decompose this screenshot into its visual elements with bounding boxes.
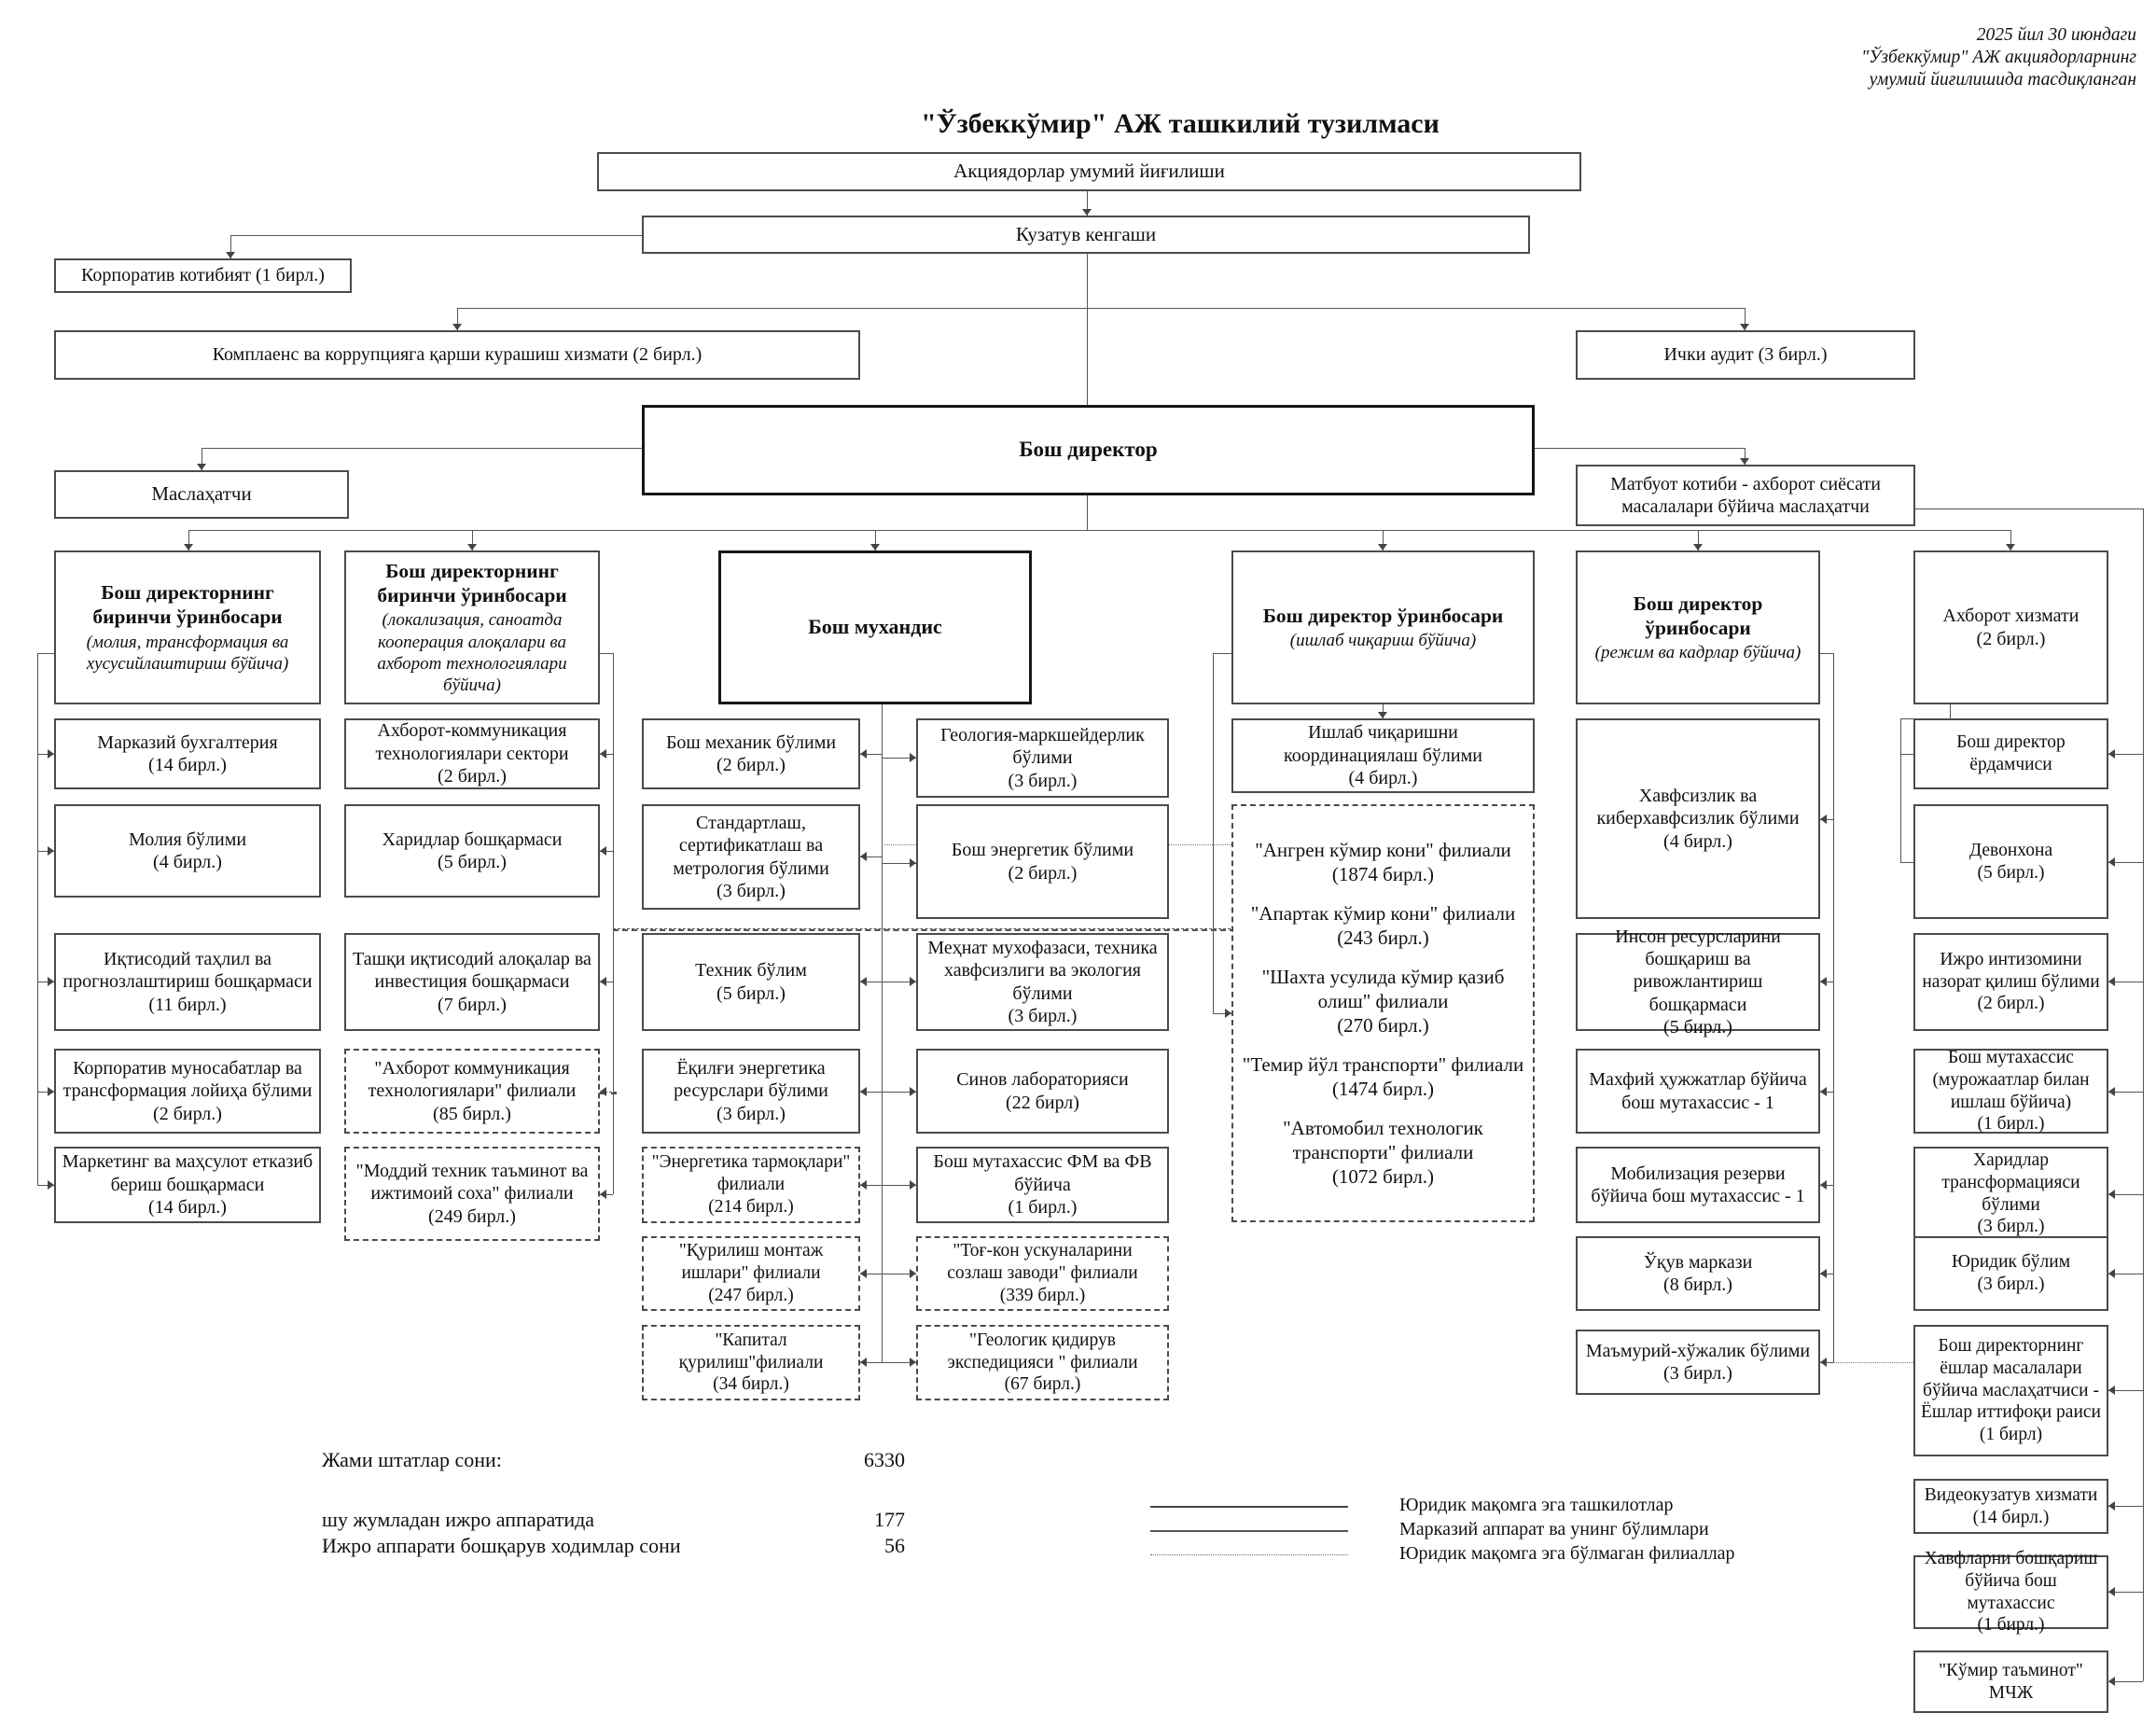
connector-line [2143, 508, 2144, 1681]
header-subtitle: (локализация, саноатда кооперация алоқалари ва ахборот технологиялари бўйича) [377, 610, 567, 695]
box-count: (2 бирл.) [716, 755, 786, 775]
connector-line [1820, 653, 1833, 654]
arrowhead-icon [2108, 749, 2115, 759]
arrowhead-icon [1740, 458, 1749, 465]
box-label: Мобилизация резерви бўйича бош мутахассис - 1 [1591, 1163, 1805, 1206]
box-count: (5 бирл.) [438, 852, 507, 872]
connector-line [1900, 754, 1913, 755]
box-count: (4 бирл.) [153, 852, 222, 872]
header-title: Бош мухандис [808, 615, 942, 639]
box-supervisory-board [642, 216, 1530, 254]
box-general-director [642, 405, 1535, 495]
approval-note [1726, 24, 2136, 91]
item-label: "Шахта усулида кўмир қазиб олиш" филиали [1261, 965, 1505, 1012]
arrowhead-icon [2108, 1190, 2115, 1199]
box-count: (3 бирл.) [1663, 1363, 1732, 1384]
box-label: Синов лабораторияси [956, 1069, 1129, 1091]
box-count: (1 бирл) [1979, 1425, 2043, 1445]
box-count: (14 бирл.) [148, 1197, 227, 1219]
arrowhead-icon [1082, 209, 1092, 216]
arrowhead-icon [48, 977, 54, 986]
legend-line-dotted [1150, 1554, 1348, 1555]
arrowhead-icon [1740, 324, 1749, 330]
legend-label-central-apparatus: Марказий аппарат ва унинг бўлимлари [1399, 1519, 1709, 1539]
item-label: "Ангрен кўмир кони" филиали [1255, 838, 1511, 861]
box-label: Бош энергетик бўлими [951, 840, 1134, 861]
box-count: (4 бирл.) [1663, 830, 1732, 852]
box-count: (2 бирл.) [153, 1103, 222, 1124]
box-label: Молия бўлими [128, 829, 247, 850]
connector-line [188, 530, 2011, 531]
box-label: Инсон ресурсларини бошқариш ва ривожлантириш бошқармаси [1615, 926, 1781, 1015]
arrowhead-icon [184, 544, 193, 550]
connector-line [1535, 448, 1745, 449]
box-count: (2 бирл.) [438, 766, 507, 787]
box-compliance-anticorruption [54, 330, 860, 380]
box-count: (2 бирл.) [1977, 994, 2045, 1014]
arrowhead-icon [2108, 1587, 2115, 1596]
connector-line [1915, 508, 2143, 509]
item-underground-mining-branch [1239, 965, 1527, 1038]
arrowhead-icon [860, 1180, 867, 1190]
arrowhead-icon [48, 1180, 54, 1190]
box-label: Ташқи иқтисодий алоқалар ва инвестиция бошқармаси [353, 948, 591, 993]
summary-executive-value: 177 [874, 1508, 905, 1531]
box-label: Хавфларни бошқариш бўйича бош мутахассис [1924, 1548, 2098, 1613]
box-label: Девонхона [1968, 840, 2053, 860]
box-label: "Геологик қидирув экспедицияси " филиали [947, 1330, 1138, 1372]
legend-line-solid [1150, 1530, 1348, 1532]
legend-line-solid-thick [1150, 1506, 1348, 1508]
box-hr-development [1576, 926, 1820, 1038]
box-label: Техник бўлим [695, 960, 807, 982]
arrowhead-icon [600, 1190, 606, 1199]
box-risk-management-specialist [1913, 1548, 2108, 1636]
box-video-surveillance [1913, 1479, 2108, 1534]
arrowhead-icon [860, 1269, 867, 1278]
arrowhead-icon [600, 1087, 606, 1096]
box-count: (1 бирл.) [1977, 1615, 2045, 1636]
box-appeals-specialist [1913, 1049, 2108, 1134]
header-title: Бош директорнинг биринчи ўринбосари [92, 581, 283, 629]
box-energy-networks-branch [642, 1147, 860, 1223]
box-label: Харидлар трансформацияси бўлими [1941, 1149, 2080, 1215]
box-label: Ишлаб чиқаришни координациялаш бўлими [1284, 722, 1482, 766]
header-information-service [1913, 550, 2108, 704]
box-chief-mechanic [642, 718, 860, 789]
header-deputy-regime-personnel [1576, 550, 1820, 704]
arrowhead-icon [1378, 712, 1387, 718]
box-count: (4 бирл.) [1348, 768, 1418, 789]
header-first-deputy-finance [54, 550, 321, 704]
header-title: Бош директорнинг биринчи ўринбосари [377, 559, 567, 607]
box-standardization-metrology [642, 804, 860, 910]
connector-line [37, 653, 38, 1185]
arrowhead-icon [910, 1358, 916, 1367]
arrowhead-icon [910, 977, 916, 986]
arrowhead-icon [2108, 1677, 2115, 1686]
box-label: Корпоратив котибият (1 бирл.) [81, 265, 325, 286]
box-label: Ахборот-коммуникация технологиялари сектори [375, 720, 569, 764]
box-count: (339 бирл.) [999, 1285, 1086, 1305]
header-title: Бош директор ўринбосари [1262, 604, 1504, 627]
box-ict-sector [344, 718, 600, 789]
box-execution-discipline-control [1913, 933, 2108, 1031]
arrowhead-icon [2108, 857, 2115, 867]
box-mobilization-reserve-specialist [1576, 1147, 1820, 1223]
box-capital-construction-branch [642, 1325, 860, 1400]
box-count: (22 бирл) [1006, 1092, 1079, 1113]
box-chief-specialist-fm-fv [916, 1147, 1169, 1223]
connector-line [600, 653, 613, 654]
box-chancellery [1913, 804, 2108, 919]
box-count: (247 бирл.) [708, 1285, 794, 1305]
box-label: Кузатув кенгаши [1015, 222, 1157, 245]
arrowhead-icon [1378, 544, 1387, 550]
summary-management-label: Ижро аппарати бошқарув ходимлар сони [322, 1534, 681, 1557]
box-count: (3 бирл.) [1977, 1274, 2045, 1294]
arrowhead-icon [600, 749, 606, 759]
box-label: Бош механик бўлими [665, 731, 837, 753]
legend-label-legal-entities: Юридик мақомга эга ташкилотлар [1399, 1495, 1674, 1515]
box-legal-department [1913, 1236, 2108, 1311]
arrowhead-icon [2108, 1386, 2115, 1395]
box-count: (1 бирл.) [1008, 1197, 1078, 1219]
arrowhead-icon [467, 544, 477, 550]
box-labor-safety-ecology [916, 933, 1169, 1031]
header-first-deputy-localization-it [344, 550, 600, 704]
box-label: Корпоратив муносабатлар ва трансформация лойиҳа бўлими [63, 1057, 313, 1102]
arrowhead-icon [600, 977, 606, 986]
box-label: Ўқув маркази [1643, 1251, 1753, 1273]
box-count: (2 бирл.) [1008, 862, 1078, 884]
box-count: (5 бирл.) [1663, 1017, 1732, 1038]
arrowhead-icon [860, 977, 867, 986]
item-label: "Апартак кўмир кони" филиали [1250, 901, 1516, 925]
box-label: Меҳнат мухофазаси, техника хавфсизлиги ва экология бўлими [927, 937, 1158, 1004]
approval-note-line: умумий йиғилишида тасдиқланган [1869, 70, 2136, 90]
item-railway-transport-branch [1243, 1052, 1523, 1102]
box-advisor [54, 470, 349, 519]
box-kumir-taminot-llc [1913, 1650, 2108, 1713]
box-marketing-product-delivery [54, 1147, 321, 1223]
arrowhead-icon [600, 846, 606, 856]
arrowhead-icon [910, 1269, 916, 1278]
box-corporate-relations-transformation [54, 1049, 321, 1134]
box-geology-surveying [916, 718, 1169, 798]
box-label: Харидлар бошқармаси [382, 829, 563, 850]
box-label: "Тоғ-кон ускуналарини созлаш заводи" филиали [947, 1241, 1138, 1284]
connector-line [1833, 1362, 1913, 1363]
box-finance-department [54, 804, 321, 898]
box-confidential-documents-specialist [1576, 1049, 1820, 1134]
arrowhead-icon [1820, 1269, 1827, 1278]
item-count: (1474 бирл.) [1331, 1078, 1435, 1100]
box-label: Махфий ҳужжатлар бўйича бош мутахассис - 1 [1589, 1069, 1807, 1113]
arrowhead-icon [2108, 1087, 2115, 1096]
box-label: Иқтисодий таҳлил ва прогнозлаштириш бошқармаси [63, 948, 313, 993]
arrowhead-icon [48, 749, 54, 759]
box-administrative-economic [1576, 1330, 1820, 1395]
arrowhead-icon [1820, 977, 1827, 986]
box-ict-branch [344, 1049, 600, 1134]
box-label: Геология-маркшейдерлик бўлими [940, 724, 1145, 769]
item-count: (270 бирл.) [1337, 1014, 1429, 1037]
connector-line [1087, 495, 1088, 530]
box-count: (7 бирл.) [438, 994, 507, 1015]
box-construction-installation-branch [642, 1236, 860, 1311]
box-label: Матбуот котиби - ахборот сиёсати масалалари бўйича маслаҳатчи [1610, 473, 1881, 517]
item-auto-technological-transport-branch [1239, 1116, 1527, 1190]
summary-management-value: 56 [884, 1534, 905, 1557]
header-title: Бош директор ўринбосари [1633, 592, 1763, 639]
connector-line [1900, 718, 1901, 862]
box-label: Видеокузатув хизмати [1924, 1484, 2098, 1505]
connector-line [1213, 653, 1231, 654]
box-press-secretary [1576, 465, 1915, 526]
box-label: Бош мутахассис (мурожаатлар билан ишлаш бўйича) [1932, 1047, 2090, 1112]
box-count: (249 бирл.) [428, 1205, 516, 1227]
box-internal-audit [1576, 330, 1915, 380]
box-training-center [1576, 1236, 1820, 1311]
arrowhead-icon [1820, 1180, 1827, 1190]
box-chief-power-engineer [916, 804, 1169, 919]
box-count: (3 бирл.) [716, 1103, 786, 1124]
box-corporate-secretary [54, 258, 352, 293]
box-count: (5 бирл.) [1977, 862, 2045, 883]
header-deputy-production [1231, 550, 1535, 704]
box-count: (67 бирл.) [1004, 1374, 1081, 1395]
box-label: "Энергетика тармоқлари" филиали [651, 1152, 851, 1195]
arrowhead-icon [452, 324, 462, 330]
arrowhead-icon [2006, 544, 2015, 550]
item-angren-coal-mine-branch [1255, 838, 1511, 887]
arrowhead-icon [2108, 1269, 2115, 1278]
box-label: Бош директор ёрдамчиси [1956, 732, 2066, 774]
connector-line [1833, 653, 1834, 1362]
arrowhead-icon [860, 1358, 867, 1367]
box-director-assistant [1913, 718, 2108, 789]
box-label: Юридик бўлим [1951, 1252, 2071, 1273]
box-mining-equipment-plant-branch [916, 1236, 1169, 1311]
box-central-accounting [54, 718, 321, 789]
connector-line [457, 308, 1745, 309]
box-procurement-department [344, 804, 600, 898]
box-label: Бош мутахассис ФМ ва ФВ бўйича [933, 1151, 1152, 1195]
box-label: Маъмурий-хўжалик бўлими [1585, 1340, 1811, 1361]
box-fuel-energy-resources [642, 1049, 860, 1134]
box-label: "Қурилиш монтаж ишлари" филиали [678, 1241, 824, 1284]
box-count: (3 бирл.) [716, 880, 786, 901]
box-label: Ёқилғи энергетика ресурслари бўлими [674, 1057, 828, 1102]
arrowhead-icon [2108, 977, 2115, 986]
box-geological-exploration-branch [916, 1325, 1169, 1400]
header-subtitle: (режим ва кадрлар бўйича) [1594, 643, 1801, 663]
box-label: Ижро интизомини назорат қилиш бўлими [1922, 949, 2100, 992]
arrowhead-icon [870, 544, 880, 550]
arrowhead-icon [1820, 1358, 1827, 1367]
box-count: (3 бирл.) [1008, 770, 1078, 791]
summary-executive-label: шу жумладан ижро аппаратида [322, 1508, 595, 1531]
arrowhead-icon [1820, 1087, 1827, 1096]
box-shareholders-meeting [597, 152, 1581, 191]
summary-total-label: Жами штатлар сони: [322, 1448, 502, 1471]
box-label: Акциядорлар умумий йиғилиши [953, 160, 1225, 183]
connector-line [1950, 704, 1951, 718]
box-logistics-social-branch [344, 1147, 600, 1241]
arrowhead-icon [910, 1087, 916, 1096]
box-count: (3 бирл.) [1977, 1217, 2045, 1237]
box-label: Бош директор [1019, 438, 1158, 462]
connector-line [202, 448, 642, 449]
box-label: "Капитал қурилиш"филиали [678, 1330, 824, 1372]
connector-line [882, 704, 883, 1362]
box-count: (11 бирл.) [148, 994, 227, 1015]
page-title: "Ўзбеккўмир" АЖ ташкилий тузилмаси [921, 108, 1440, 139]
box-count: (214 бирл.) [708, 1196, 794, 1217]
item-label: "Темир йўл транспорти" филиали [1242, 1052, 1524, 1076]
connector-line [1087, 254, 1088, 405]
box-youth-advisor [1913, 1325, 2108, 1456]
arrowhead-icon [48, 846, 54, 856]
arrowhead-icon [860, 749, 867, 759]
box-label: Ички аудит (3 бирл.) [1663, 344, 1828, 366]
header-subtitle: (молия, трансформация ва хусусийлаштириш бўйича) [86, 632, 289, 674]
box-economic-analysis-forecasting [54, 933, 321, 1031]
item-count: (1874 бирл.) [1331, 862, 1435, 885]
box-label: Марказий бухгалтерия [97, 731, 278, 753]
arrowhead-icon [860, 1087, 867, 1096]
box-security-cybersecurity [1576, 718, 1820, 919]
box-technical-department [642, 933, 860, 1031]
summary-total-value: 6330 [864, 1448, 905, 1471]
box-label: Маслаҳатчи [151, 482, 252, 506]
box-production-coordination [1231, 718, 1535, 793]
connector-line [230, 235, 642, 236]
box-count: (34 бирл.) [713, 1374, 789, 1395]
header-title: Ахборот хизмати [1942, 606, 2079, 627]
box-count: (85 бирл.) [433, 1103, 511, 1124]
arrowhead-icon [226, 252, 235, 258]
arrowhead-icon [910, 1180, 916, 1190]
approval-note-line: 2025 йил 30 июндаги [1976, 25, 2136, 45]
box-label: "Моддий техник таъминот ва ижтимоий соха" филиали [355, 1160, 589, 1205]
arrowhead-icon [48, 1087, 54, 1096]
box-label: Маркетинг ва маҳсулот етказиб бериш бошқармаси [62, 1151, 313, 1195]
box-label: Стандартлаш, сертификатлаш ва метрология бўлими [673, 812, 829, 879]
arrowhead-icon [1693, 544, 1703, 550]
box-count: (1 бирл.) [1977, 1114, 2045, 1135]
arrowhead-icon [2108, 1501, 2115, 1511]
item-count: (1072 бирл.) [1331, 1165, 1435, 1189]
connector-line [1213, 653, 1214, 1013]
box-testing-laboratory [916, 1049, 1169, 1134]
arrowhead-icon [910, 858, 916, 868]
item-apartak-coal-mine-branch [1251, 901, 1515, 951]
box-label: Бош директорнинг ёшлар масалалари бўйича маслаҳатчиси - Ёшлар иттифоқи раиси [1921, 1336, 2101, 1423]
header-chief-engineer [718, 550, 1032, 704]
legend-label-non-legal-branches: Юридик мақомга эга бўлмаган филиаллар [1399, 1543, 1735, 1564]
box-count: (5 бирл.) [716, 982, 786, 1004]
arrowhead-icon [860, 852, 867, 861]
box-count: (3 бирл.) [1008, 1005, 1078, 1026]
header-count: (2 бирл.) [1976, 628, 2046, 649]
box-label: Комплаенс ва коррупцияга қарши курашиш хизмати (2 бирл.) [212, 344, 702, 366]
arrowhead-icon [1820, 815, 1827, 824]
group-production-branches [1231, 804, 1535, 1222]
connector-line [613, 653, 614, 1194]
box-label: "Ахборот коммуникация технологиялари" филиали [368, 1057, 577, 1102]
connector-line [37, 653, 54, 654]
box-procurement-transformation [1913, 1147, 2108, 1241]
approval-note-line: "Ўзбеккўмир" АЖ акциядорларнинг [1861, 48, 2136, 67]
item-label: "Автомобил технологик транспорти" филиали [1283, 1116, 1483, 1163]
box-foreign-economic-investment [344, 933, 600, 1031]
box-count: (14 бирл.) [1972, 1507, 2050, 1527]
arrowhead-icon [1225, 1009, 1231, 1018]
header-subtitle: (ишлаб чиқариш бўйича) [1289, 631, 1477, 651]
box-label: "Кўмир таъминот" МЧЖ [1939, 1660, 2083, 1703]
connector-line [613, 928, 1235, 931]
box-label: Хавфсизлик ва киберхавфсизлик бўлими [1596, 785, 1800, 829]
item-count: (243 бирл.) [1337, 926, 1429, 949]
connector-line [1900, 862, 1913, 863]
arrowhead-icon [197, 464, 206, 470]
box-count: (8 бирл.) [1663, 1274, 1732, 1295]
arrowhead-icon [910, 753, 916, 762]
box-count: (14 бирл.) [148, 755, 227, 775]
